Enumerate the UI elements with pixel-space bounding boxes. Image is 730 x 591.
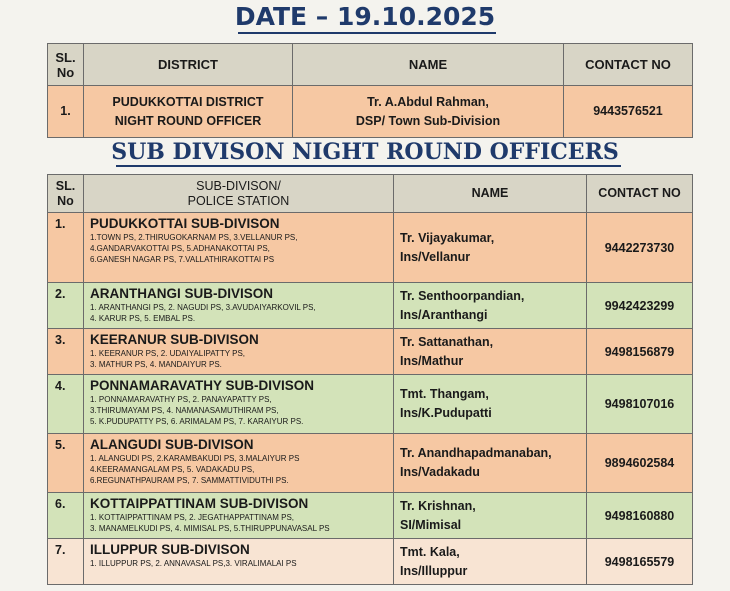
sub-header-sl-no xyxy=(48,175,84,213)
contact-number-cell: 9894602584 xyxy=(587,434,693,493)
sub-header-subdivision-line2: POLICE STATION xyxy=(187,193,290,208)
subdivision-cell xyxy=(84,539,394,585)
police-station-list-line: 1. ALANGUDI PS, 2.KARAMBAKUDI PS, 3.MALAIYUR PS xyxy=(90,454,300,463)
district-officer-table xyxy=(47,43,693,138)
officer-designation: Ins/Vadakadu xyxy=(400,465,480,479)
subdivision-cell xyxy=(84,283,394,329)
subdivision-row xyxy=(48,434,693,493)
officer-name: Tmt. Kala, xyxy=(400,544,460,559)
sub-header-sl-line2: No xyxy=(57,193,74,208)
police-station-list-line: 3. MANAMELKUDI PS, 4. MIMISAL PS, 5.THIRUPPUNAVASAL PS xyxy=(90,524,330,533)
subdivision-title-underline xyxy=(116,165,621,167)
sub-header-subdivision xyxy=(84,175,394,213)
officer-name-cell xyxy=(394,434,587,493)
subdivision-section-title: SUB DIVISON NIGHT ROUND OFFICERS xyxy=(111,139,619,165)
date-title: DATE – 19.10.2025 xyxy=(234,2,496,31)
officer-name-cell xyxy=(394,283,587,329)
subdivision-name: ARANTHANGI SUB-DIVISON xyxy=(90,286,274,301)
contact-number-cell: 9442273730 xyxy=(587,213,693,283)
officer-name: Tr. Sattanathan, xyxy=(400,334,494,349)
subdivision-name: PUDUKKOTTAI SUB-DIVISON xyxy=(90,216,280,231)
header-sl-no xyxy=(48,44,84,86)
district-contact-cell: 9443576521 xyxy=(564,86,693,138)
subdivision-row xyxy=(48,539,693,585)
subdivision-officers-table xyxy=(47,174,693,585)
district-table-header-row xyxy=(48,44,693,86)
officer-designation: SI/Mimisal xyxy=(400,517,462,532)
sub-header-contact-no: CONTACT NO xyxy=(587,175,693,213)
district-sl-cell: 1. xyxy=(48,86,84,138)
officer-name-cell xyxy=(394,329,587,375)
district-officer-name: Tr. A.Abdul Rahman, xyxy=(367,94,489,109)
district-cell xyxy=(84,86,293,138)
officer-name: Tr. Vijayakumar, xyxy=(400,230,495,245)
subdivision-sl-cell: 2. xyxy=(48,283,84,329)
header-sl-line1: SL. xyxy=(55,49,76,65)
district-officer-designation: DSP/ Town Sub-Division xyxy=(355,113,501,128)
officer-name: Tr. Anandhapadmanaban, xyxy=(400,446,552,460)
subdivision-name: KOTTAIPPATTINAM SUB-DIVISON xyxy=(90,496,309,511)
district-line1: PUDUKKOTTAI DISTRICT xyxy=(112,94,264,109)
police-station-list-line: 1. ARANTHANGI PS, 2. NAGUDI PS, 3.AVUDAIYARKOVIL PS, xyxy=(90,303,316,312)
district-line2: NIGHT ROUND OFFICER xyxy=(114,113,262,128)
contact-number-cell: 9498156879 xyxy=(587,329,693,375)
police-station-list-line: 6.REGUNATHPAURAM PS, 7. SAMMATTIVIDUTHI PS. xyxy=(90,476,289,485)
police-station-list-line: 1. ILLUPPUR PS, 2. ANNAVASAL PS,3. VIRALIMALAI PS xyxy=(90,559,297,568)
police-station-list-line: 4.GANDARVAKOTTAI PS, 5.ADHANAKOTTAI PS, xyxy=(90,244,270,253)
district-officer-row xyxy=(48,86,693,138)
subdivision-cell xyxy=(84,375,394,434)
subdivision-cell xyxy=(84,213,394,283)
subdivision-name: KEERANUR SUB-DIVISON xyxy=(90,332,259,347)
officer-name-cell xyxy=(394,539,587,585)
subdivision-sl-cell: 6. xyxy=(48,493,84,539)
subdivision-sl-cell: 3. xyxy=(48,329,84,375)
officer-name: Tmt. Thangam, xyxy=(400,387,489,401)
subdivision-row xyxy=(48,375,693,434)
subdivision-sl-cell: 1. xyxy=(48,213,84,283)
subdivision-cell xyxy=(84,434,394,493)
header-district: DISTRICT xyxy=(84,44,293,86)
subdivision-table-body xyxy=(48,213,693,585)
officer-name-cell xyxy=(394,213,587,283)
sub-header-name: NAME xyxy=(394,175,587,213)
subdivision-sl-cell: 7. xyxy=(48,539,84,585)
officer-name: Tr. Krishnan, xyxy=(400,498,476,513)
police-station-list-line: 4. KARUR PS, 5. EMBAL PS. xyxy=(90,314,196,323)
subdivision-row xyxy=(48,493,693,539)
contact-number-cell: 9942423299 xyxy=(587,283,693,329)
subdivision-name: ILLUPPUR SUB-DIVISON xyxy=(90,542,250,557)
header-contact-no: CONTACT NO xyxy=(564,44,693,86)
police-station-list-line: 5. K.PUDUPATTY PS, 6. ARIMALAM PS, 7. KARAIYUR PS. xyxy=(90,417,304,426)
header-name: NAME xyxy=(293,44,564,86)
subdivision-row xyxy=(48,283,693,329)
date-title-underline xyxy=(238,32,496,34)
officer-designation: Ins/Aranthangi xyxy=(400,307,488,322)
subdivision-sl-cell: 5. xyxy=(48,434,84,493)
officer-designation: Ins/Mathur xyxy=(400,353,464,368)
officer-name-cell xyxy=(394,375,587,434)
officer-designation: Ins/K.Pudupatti xyxy=(400,406,492,420)
subdivision-row xyxy=(48,213,693,283)
subdivision-name: PONNAMARAVATHY SUB-DIVISON xyxy=(90,378,315,393)
subdivision-row xyxy=(48,329,693,375)
subdivision-cell xyxy=(84,493,394,539)
contact-number-cell: 9498160880 xyxy=(587,493,693,539)
district-name-cell xyxy=(293,86,564,138)
sub-header-subdivision-line1: SUB-DIVISON/ xyxy=(196,178,281,193)
police-station-list-line: 1. PONNAMARAVATHY PS, 2. PANAYAPATTY PS, xyxy=(90,395,272,404)
contact-number-cell: 9498107016 xyxy=(587,375,693,434)
subdivision-sl-cell: 4. xyxy=(48,375,84,434)
subdivision-cell xyxy=(84,329,394,375)
police-station-list-line: 1. KEERANUR PS, 2. UDAIYALIPATTY PS, xyxy=(90,349,246,358)
officer-designation: Ins/Illuppur xyxy=(400,563,468,578)
subdivision-table-header-row xyxy=(48,175,693,213)
officer-name: Tr. Senthoorpandian, xyxy=(400,288,525,303)
officer-name-cell xyxy=(394,493,587,539)
officer-designation: Ins/Vellanur xyxy=(400,249,471,264)
police-station-list-line: 1. KOTTAIPPATTINAM PS, 2. JEGATHAPPATTINAM PS, xyxy=(90,513,295,522)
police-station-list-line: 3.THIRUMAYAM PS, 4. NAMANASAMUTHIRAM PS, xyxy=(90,406,279,415)
contact-number-cell: 9498165579 xyxy=(587,539,693,585)
sub-header-sl-line1: SL. xyxy=(55,178,76,193)
police-station-list-line: 1.TOWN PS, 2.THIRUGOKARNAM PS, 3.VELLANUR PS, xyxy=(90,233,298,242)
police-station-list-line: 6.GANESH NAGAR PS, 7.VALLATHIRAKOTTAI PS xyxy=(90,255,275,264)
police-station-list-line: 4.KEERAMANGALAM PS, 5. VADAKADU PS, xyxy=(90,465,255,474)
subdivision-name: ALANGUDI SUB-DIVISON xyxy=(90,437,254,452)
police-station-list-line: 3. MATHUR PS, 4. MANDAIYUR PS. xyxy=(90,360,222,369)
header-sl-line2: No xyxy=(56,64,75,80)
